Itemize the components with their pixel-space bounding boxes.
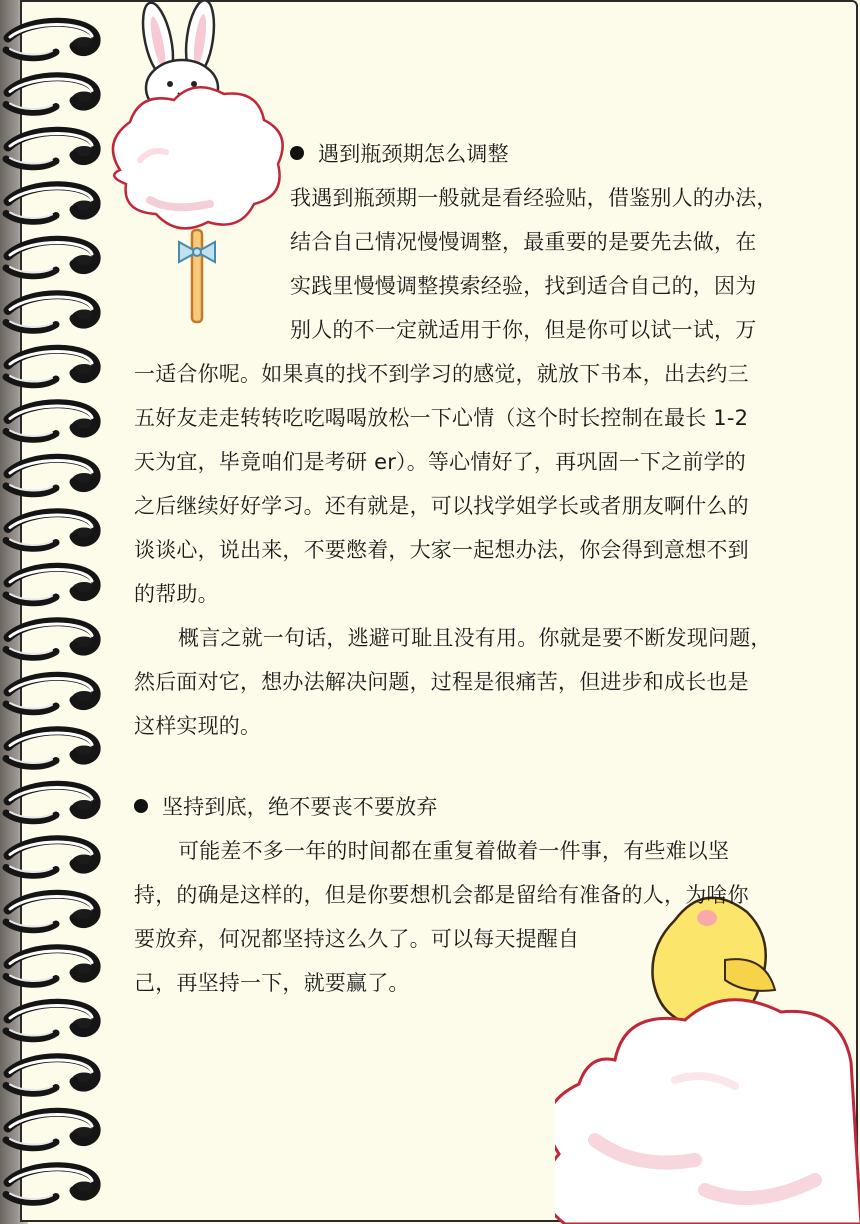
spiral-ring bbox=[6, 295, 97, 331]
paragraph-line: 己，再坚持一下，就要赢了。 bbox=[134, 971, 410, 995]
spiral-ring bbox=[6, 349, 97, 385]
spiral-ring bbox=[6, 240, 97, 276]
paragraph-line: 可能差不多一年的时间都在重复着做着一件事，有些难以坚 bbox=[178, 839, 730, 863]
paragraph-line: 要放弃，何况都坚持这么久了。可以每天提醒自 bbox=[134, 927, 580, 951]
spiral-ring bbox=[6, 513, 97, 549]
spiral-ring bbox=[6, 1058, 97, 1094]
paragraph-line: 结合自己情况慢慢调整，最重要的是要先去做，在 bbox=[290, 230, 757, 254]
section-heading bbox=[290, 132, 509, 176]
paragraph-line: 别人的不一定就适用于你，但是你可以试一试，万 bbox=[290, 318, 757, 342]
spiral-ring bbox=[6, 458, 97, 494]
bullet-icon bbox=[290, 146, 304, 160]
chick-cotton-candy-illustration bbox=[555, 880, 860, 1224]
spiral-ring bbox=[6, 1112, 97, 1148]
paragraph-line: 然后面对它，想办法解决问题，过程是很痛苦，但进步和成长也是 bbox=[134, 670, 749, 694]
spiral-ring bbox=[6, 731, 97, 767]
heading-text: 坚持到底，绝不要丧不要放弃 bbox=[162, 795, 438, 819]
bunny-cotton-candy-illustration bbox=[100, 0, 290, 330]
paragraph-line: 的帮助。 bbox=[134, 582, 219, 606]
paragraph-line: 我遇到瓶颈期一般就是看经验贴，借鉴别人的办法， bbox=[290, 186, 778, 210]
paragraph-line: 这样实现的。 bbox=[134, 714, 262, 738]
spiral-ring bbox=[6, 840, 97, 876]
spiral-ring bbox=[6, 186, 97, 222]
paragraph-line: 之后继续好好学习。还有就是，可以找学姐学长或者朋友啊什么的 bbox=[134, 494, 749, 518]
spiral-ring bbox=[6, 1003, 97, 1039]
paragraph-line: 实践里慢慢调整摸索经验，找到适合自己的，因为 bbox=[290, 274, 757, 298]
spiral-ring bbox=[6, 404, 97, 440]
spiral-ring bbox=[6, 622, 97, 658]
spiral-ring bbox=[6, 785, 97, 821]
section-heading bbox=[134, 785, 438, 829]
paragraph-line: 五好友走走转转吃吃喝喝放松一下心情（这个时长控制在最长 1-2 bbox=[134, 406, 749, 430]
paragraph-line: 天为宜，毕竟咱们是考研 er）。等心情好了，再巩固一下之前学的 bbox=[134, 450, 746, 474]
spiral-ring bbox=[6, 22, 97, 58]
spiral-ring bbox=[6, 77, 97, 113]
spiral-ring bbox=[6, 1167, 97, 1203]
heading-text: 遇到瓶颈期怎么调整 bbox=[318, 142, 509, 166]
spiral-binding bbox=[0, 0, 110, 1224]
spiral-ring bbox=[6, 676, 97, 712]
paragraph-line: 概言之就一句话，逃避可耻且没有用。你就是要不断发现问题， bbox=[178, 626, 772, 650]
paragraph-line: 一适合你呢。如果真的找不到学习的感觉，就放下书本，出去约三 bbox=[134, 362, 749, 386]
spiral-ring bbox=[6, 131, 97, 167]
bullet-icon bbox=[134, 799, 148, 813]
paragraph-line: 持，的确是这样的，但是你要想机会都是留给有准备的人，为啥你 bbox=[134, 883, 749, 907]
paragraph-line: 谈谈心，说出来，不要憋着，大家一起想办法，你会得到意想不到 bbox=[134, 538, 749, 562]
spiral-ring bbox=[6, 949, 97, 985]
spiral-ring bbox=[6, 567, 97, 603]
spiral-ring bbox=[6, 894, 97, 930]
